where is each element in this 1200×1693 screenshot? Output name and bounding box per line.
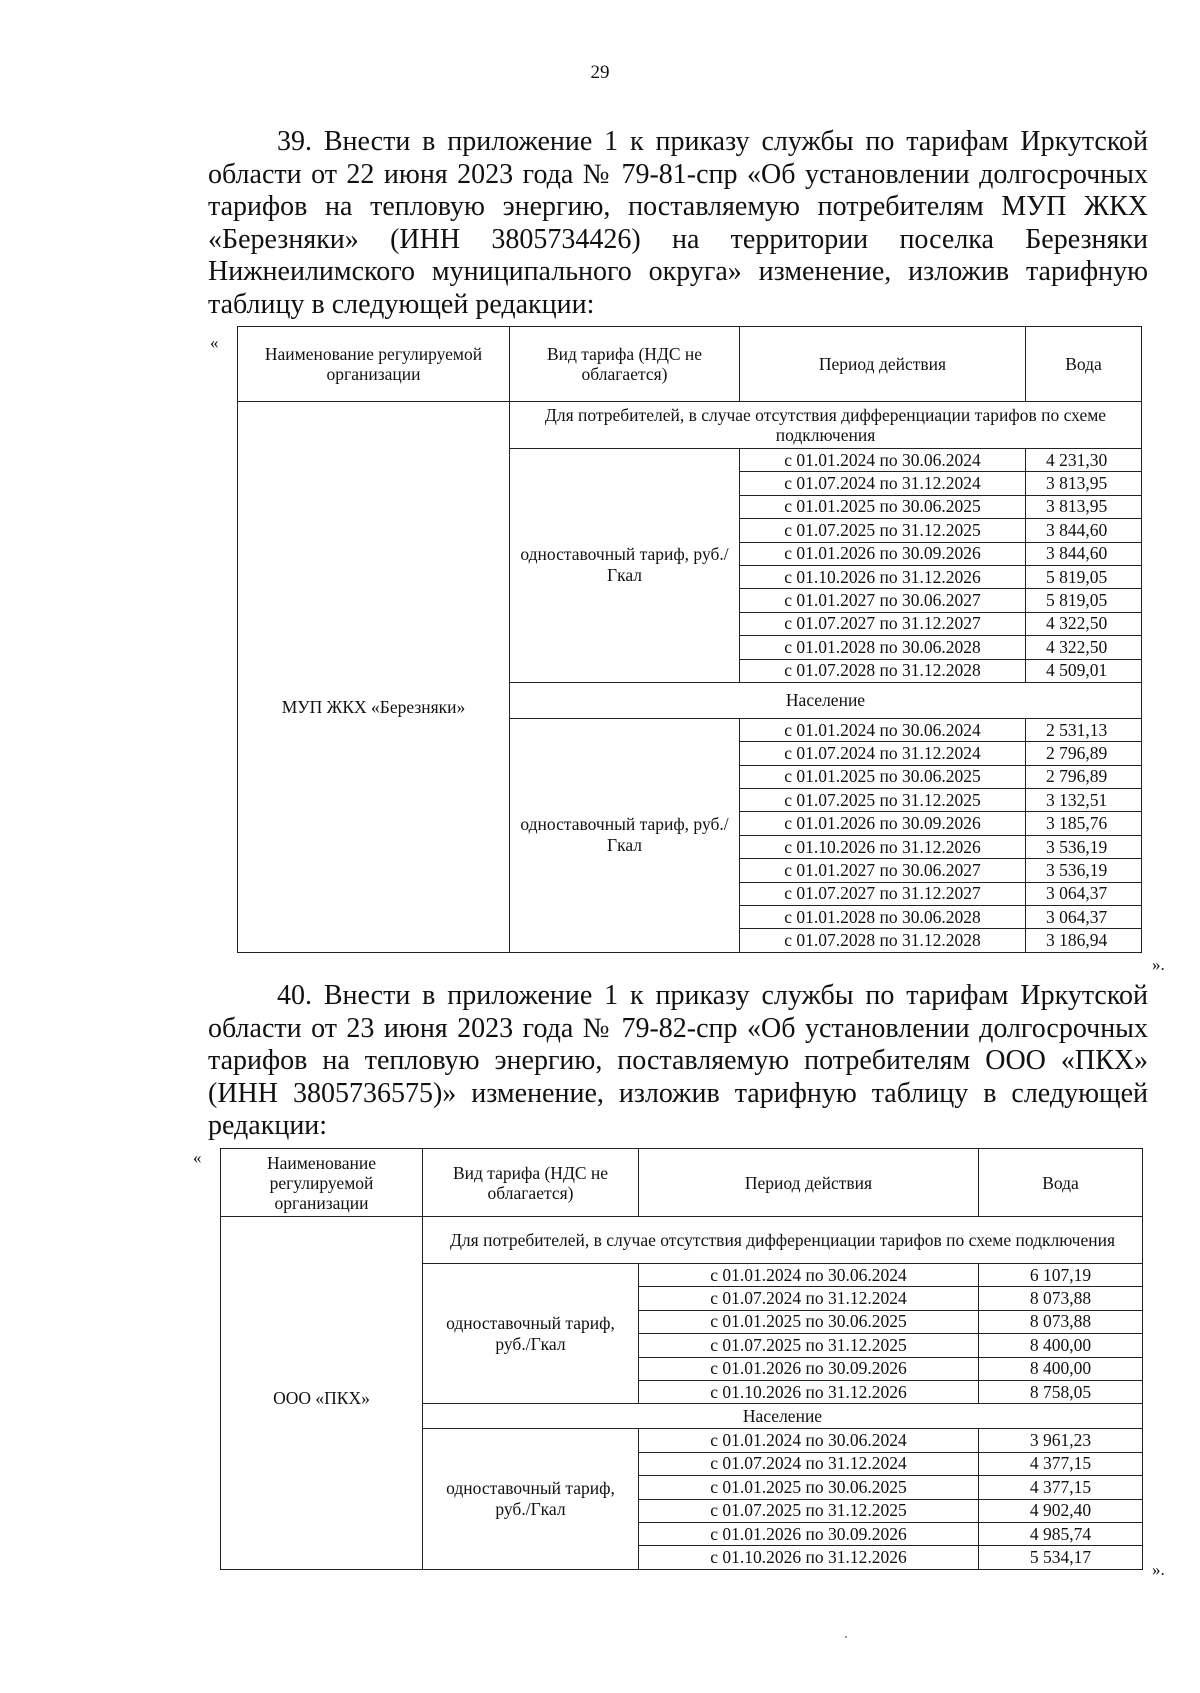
water-value-cell: 3 132,51	[1026, 789, 1142, 812]
period-cell: с 01.01.2025 по 30.06.2025	[639, 1476, 979, 1499]
period-header: Период действия	[639, 1149, 979, 1217]
period-cell: с 01.10.2026 по 31.12.2026	[639, 1380, 979, 1403]
period-cell: с 01.01.2024 по 30.06.2024	[639, 1429, 979, 1452]
water-value-cell: 3 961,23	[979, 1429, 1143, 1452]
water-value-cell: 2 796,89	[1026, 765, 1142, 788]
water-value-cell: 8 073,88	[979, 1287, 1143, 1310]
period-cell: с 01.07.2025 по 31.12.2025	[639, 1334, 979, 1357]
water-value-cell: 2 796,89	[1026, 742, 1142, 765]
org-header: Наименование регулируемой организации	[221, 1149, 423, 1217]
water-value-cell: 3 844,60	[1026, 542, 1142, 565]
water-value-cell: 4 322,50	[1026, 612, 1142, 635]
org-header: Наименование регулируемой организации	[238, 327, 510, 402]
tariff-type-header: Вид тарифа (НДС не облагается)	[423, 1149, 639, 1217]
period-cell: с 01.01.2026 по 30.09.2026	[639, 1522, 979, 1545]
period-cell: с 01.01.2028 по 30.06.2028	[740, 906, 1026, 929]
water-header: Вода	[979, 1149, 1143, 1217]
period-cell: с 01.07.2028 по 31.12.2028	[740, 659, 1026, 682]
table2-open-quote: «	[193, 1148, 202, 1167]
water-value-cell: 8 400,00	[979, 1334, 1143, 1357]
tariff-type: одноставочный тариф, руб./Гкал	[510, 449, 740, 683]
tariff-type: одноставочный тариф, руб./Гкал	[423, 1429, 639, 1569]
water-value-cell: 3 536,19	[1026, 859, 1142, 882]
paragraph-39: 39. Внести в приложение 1 к приказу службы по тарифам Иркутской области от 22 июня 2023 года № 79-81-спр «Об установлении долгосрочных тарифов на тепловую энергию, поставляемую потребителям МУП ЖКХ «Березняки» (ИНН 3805734426) на территории поселка Березняки Нижнеилимского муниципального округа» изменение, изложив тарифную таблицу в следующей редакции:	[208, 126, 1148, 320]
period-header: Период действия	[740, 327, 1026, 402]
period-cell: с 01.07.2025 по 31.12.2025	[740, 519, 1026, 542]
period-cell: с 01.07.2025 по 31.12.2025	[740, 789, 1026, 812]
period-cell: с 01.07.2028 по 31.12.2028	[740, 929, 1026, 952]
group-label: Для потребителей, в случае отсутствия дифференциации тарифов по схеме подключения	[510, 402, 1142, 449]
water-value-cell: 4 377,15	[979, 1452, 1143, 1475]
tariff-type: одноставочный тариф, руб./Гкал	[423, 1264, 639, 1404]
period-cell: с 01.01.2027 по 30.06.2027	[740, 589, 1026, 612]
table1-open-quote: «	[210, 333, 219, 352]
water-value-cell: 4 509,01	[1026, 659, 1142, 682]
water-value-cell: 5 819,05	[1026, 589, 1142, 612]
water-value-cell: 3 813,95	[1026, 495, 1142, 518]
group-label: Население	[423, 1404, 1143, 1429]
period-cell: с 01.01.2024 по 30.06.2024	[740, 449, 1026, 472]
water-value-cell: 3 536,19	[1026, 835, 1142, 858]
table2-close-quote: ».	[1152, 1560, 1165, 1579]
water-value-cell: 3 844,60	[1026, 519, 1142, 542]
tariff-table-1	[237, 326, 1142, 953]
period-cell: с 01.01.2026 по 30.09.2026	[740, 542, 1026, 565]
tariff-type: одноставочный тариф, руб./Гкал	[510, 718, 740, 952]
tariff-type-header: Вид тарифа (НДС не облагается)	[510, 327, 740, 402]
water-value-cell: 3 064,37	[1026, 882, 1142, 905]
period-cell: с 01.07.2024 по 31.12.2024	[639, 1452, 979, 1475]
period-cell: с 01.01.2028 по 30.06.2028	[740, 636, 1026, 659]
group-row	[238, 402, 1142, 449]
water-value-cell: 2 531,13	[1026, 718, 1142, 741]
scan-speck	[845, 1636, 847, 1638]
organization-name: ООО «ПКХ»	[221, 1217, 423, 1570]
period-cell: с 01.10.2026 по 31.12.2026	[639, 1546, 979, 1569]
period-cell: с 01.01.2027 по 30.06.2027	[740, 859, 1026, 882]
period-cell: с 01.01.2026 по 30.09.2026	[740, 812, 1026, 835]
water-value-cell: 8 400,00	[979, 1357, 1143, 1380]
table1-close-quote: ».	[1152, 955, 1165, 974]
water-value-cell: 4 322,50	[1026, 636, 1142, 659]
water-value-cell: 4 985,74	[979, 1522, 1143, 1545]
period-cell: с 01.07.2025 по 31.12.2025	[639, 1499, 979, 1522]
water-value-cell: 8 073,88	[979, 1310, 1143, 1333]
period-cell: с 01.10.2026 по 31.12.2026	[740, 565, 1026, 588]
period-cell: с 01.07.2027 по 31.12.2027	[740, 612, 1026, 635]
water-value-cell: 6 107,19	[979, 1264, 1143, 1287]
water-value-cell: 3 813,95	[1026, 472, 1142, 495]
group-row	[221, 1217, 1143, 1264]
header-row	[238, 327, 1142, 402]
water-value-cell: 3 064,37	[1026, 906, 1142, 929]
period-cell: с 01.07.2024 по 31.12.2024	[639, 1287, 979, 1310]
tariff-table-2	[220, 1148, 1143, 1570]
period-cell: с 01.01.2025 по 30.06.2025	[740, 495, 1026, 518]
period-cell: с 01.10.2026 по 31.12.2026	[740, 835, 1026, 858]
period-cell: с 01.01.2024 по 30.06.2024	[740, 718, 1026, 741]
period-cell: с 01.07.2024 по 31.12.2024	[740, 742, 1026, 765]
period-cell: с 01.01.2025 по 30.06.2025	[740, 765, 1026, 788]
water-value-cell: 3 185,76	[1026, 812, 1142, 835]
water-value-cell: 4 902,40	[979, 1499, 1143, 1522]
period-cell: с 01.01.2026 по 30.09.2026	[639, 1357, 979, 1380]
group-label: Для потребителей, в случае отсутствия дифференциации тарифов по схеме подключения	[423, 1217, 1143, 1264]
water-value-cell: 5 534,17	[979, 1546, 1143, 1569]
group-label: Население	[510, 682, 1142, 718]
organization-name: МУП ЖКХ «Березняки»	[238, 402, 510, 953]
water-header: Вода	[1026, 327, 1142, 402]
water-value-cell: 5 819,05	[1026, 565, 1142, 588]
water-value-cell: 3 186,94	[1026, 929, 1142, 952]
period-cell: с 01.01.2025 по 30.06.2025	[639, 1310, 979, 1333]
paragraph-40: 40. Внести в приложение 1 к приказу службы по тарифам Иркутской области от 23 июня 2023 года № 79-82-спр «Об установлении долгосрочных тарифов на тепловую энергию, поставляемую потребителям ООО «ПКХ» (ИНН 3805736575)» изменение, изложив тарифную таблицу в следующей редакции:	[208, 980, 1148, 1141]
period-cell: с 01.07.2024 по 31.12.2024	[740, 472, 1026, 495]
water-value-cell: 8 758,05	[979, 1380, 1143, 1403]
water-value-cell: 4 377,15	[979, 1476, 1143, 1499]
page-number: 29	[590, 62, 610, 83]
period-cell: с 01.07.2027 по 31.12.2027	[740, 882, 1026, 905]
period-cell: с 01.01.2024 по 30.06.2024	[639, 1264, 979, 1287]
header-row	[221, 1149, 1143, 1217]
water-value-cell: 4 231,30	[1026, 449, 1142, 472]
